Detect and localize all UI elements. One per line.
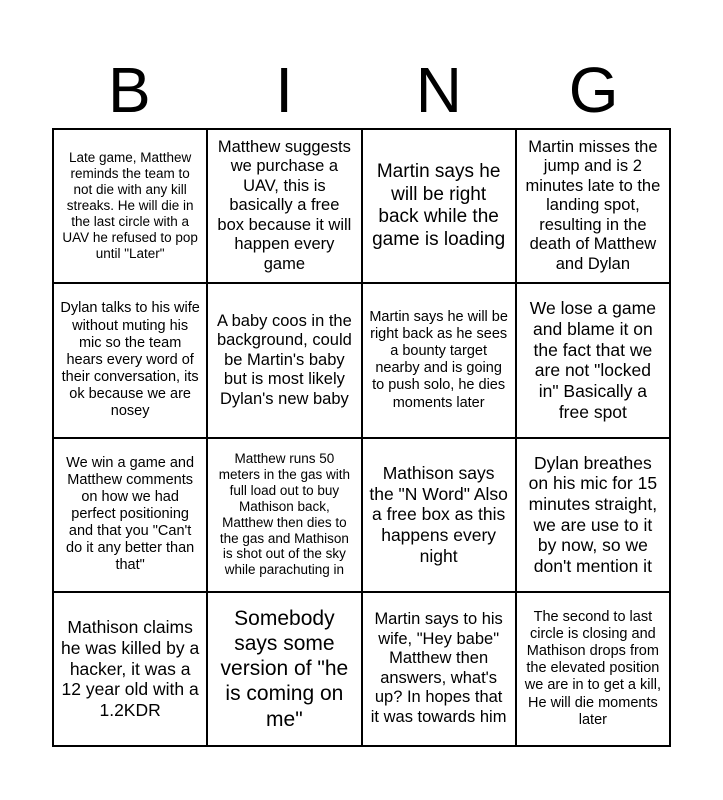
bingo-cell[interactable]: Matthew suggests we purchase a UAV, this is basically a free box because it will happen every game	[207, 129, 361, 283]
bingo-grid	[52, 128, 671, 747]
bingo-cell[interactable]: The second to last circle is closing and Mathison drops from the elevated position we are in to get a kill, He will die moments later	[516, 592, 670, 746]
header-letter-g: G	[568, 54, 619, 126]
bingo-cell[interactable]: Martin says he will be right back as he sees a bounty target nearby and is going to push solo, he dies moments later	[362, 283, 516, 437]
bingo-cell[interactable]: Somebody says some version of "he is coming on me"	[207, 592, 361, 746]
bingo-cell[interactable]: Martin misses the jump and is 2 minutes late to the landing spot, resulting in the death of Matthew and Dylan	[516, 129, 670, 283]
bingo-cell[interactable]: We lose a game and blame it on the fact that we are not "locked in" Basically a free spot	[516, 283, 670, 437]
bingo-header	[52, 52, 671, 128]
bingo-cell[interactable]: Martin says to his wife, "Hey babe" Matthew then answers, what's up? In hopes that it was towards him	[362, 592, 516, 746]
header-letter-n: N	[415, 54, 462, 126]
header-letter-b: B	[108, 54, 151, 126]
bingo-cell[interactable]: Mathison claims he was killed by a hacker, it was a 12 year old with a 1.2KDR	[53, 592, 207, 746]
bingo-cell[interactable]: Dylan talks to his wife without muting his mic so the team hears every word of their conversation, its ok because we are nosey	[53, 283, 207, 437]
bingo-cell[interactable]: A baby coos in the background, could be Martin's baby but is most likely Dylan's new baby	[207, 283, 361, 437]
bingo-cell[interactable]: Late game, Matthew reminds the team to not die with any kill streaks. He will die in the last circle with a UAV he refused to pop until "Later"	[53, 129, 207, 283]
bingo-cell[interactable]: We win a game and Matthew comments on how we had perfect positioning and that you "Can't do it any better than that"	[53, 438, 207, 592]
bingo-cell[interactable]: Martin says he will be right back while the game is loading	[362, 129, 516, 283]
bingo-cell[interactable]: Matthew runs 50 meters in the gas with full load out to buy Mathison back, Matthew then dies to the gas and Mathison is shot out of the sky while parachuting in	[207, 438, 361, 592]
header-letter-i: I	[275, 54, 294, 126]
bingo-cell[interactable]: Mathison says the "N Word" Also a free box as this happens every night	[362, 438, 516, 592]
bingo-cell[interactable]: Dylan breathes on his mic for 15 minutes straight, we are use to it by now, so we don't mention it	[516, 438, 670, 592]
